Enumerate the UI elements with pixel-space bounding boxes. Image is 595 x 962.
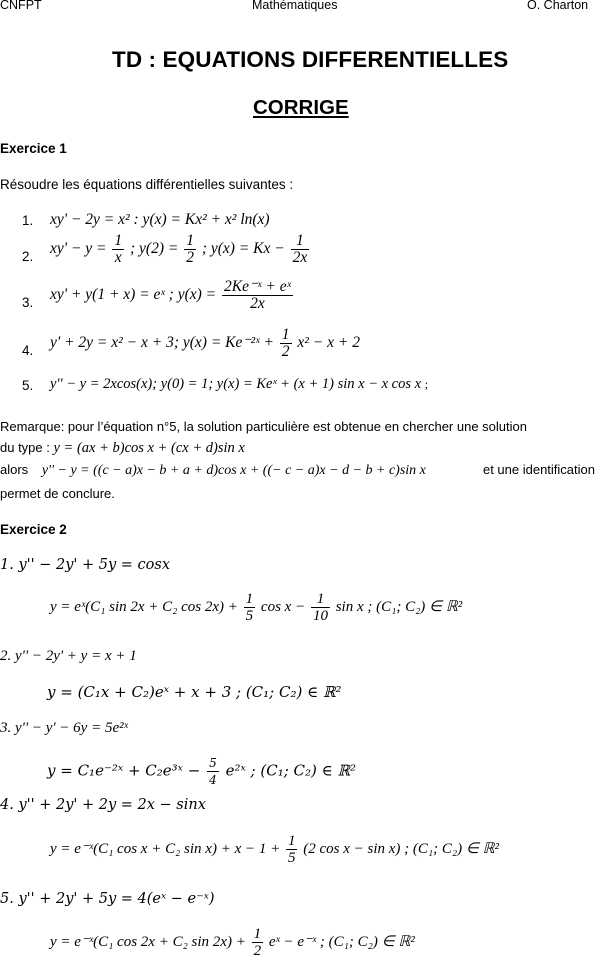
header-right: O. Charton [527,0,589,12]
ex1-item-3-number: 3. [22,295,34,310]
ex2-answer-5: y = e⁻ˣ(C₁ cos 2x + C₂ sin 2x) + $\frac{1}{2}$ eˣ − e⁻ˣ ; (C₁; C₂) ∈ ℝ² [50,926,415,959]
remark-line-4: permet de conclure. [0,486,115,501]
ex2-question-4: 4. y'' + 2y' + 2y = 2x − sinx [0,797,206,813]
page-title: TD : EQUATIONS DIFFERENTIELLES [112,47,509,72]
header-center: Mathématiques [252,0,338,12]
remark-line-3: alors y'' − y = ((c − a)x − b + a + d)cos x + ((− c − a)x − d − b + c)sin x et une identification [0,462,595,478]
ex1-item-3-equation: xy' + y(1 + x) = eˣ ; y(x) = $\frac{\text{2Ke⁻ˣ + eˣ}}{2x}$ [50,278,291,312]
ex2-answer-2: y = (C₁x + C₂)eˣ + x + 3 ; (C₁; C₂) ∈ ℝ² [47,683,342,701]
ex1-item-5-number: 5. [22,378,34,393]
remark-line-2: du type : y = (ax + b)cos x + (cx + d)sin x [0,440,245,456]
ex2-answer-3: y = C₁e⁻²ˣ + C₂e³ˣ − $\frac{5}{4}$ e²ˣ ; (C₁; C₂) ∈ ℝ² [47,756,356,787]
ex2-question-3: 3. y'' − y' − 6y = 5e²ˣ [0,720,128,736]
ex1-item-5-equation: y'' − y = 2xcos(x); y(0) = 1; y(x) = Keˣ + (x + 1) sin x − x cos x ; [50,376,429,392]
ex1-item-1-number: 1. [22,213,34,228]
ex2-question-2: 2. y'' − 2y' + y = x + 1 [0,648,137,664]
header-left: CNFPT [0,0,42,12]
exercise-2-heading: Exercice 2 [0,522,67,537]
ex2-question-1: 1. y'' − 2y' + 5y = cosx [0,557,170,573]
ex1-item-1-equation: xy' − 2y = x² : y(x) = Kx² + x² ln(x) [50,211,270,228]
ex2-answer-4: y = e⁻ˣ(C₁ cos x + C₂ sin x) + x − 1 + $\frac{1}{5}$ (2 cos x − sin x) ; (C₁; C₂) ∈ ℝ² [50,833,500,866]
ex2-answer-1: y = eˣ(C₁ sin 2x + C₂ cos 2x) + $\frac{1}{5}$ cos x − $\frac{1}{10}$ sin x ; (C₁; C₂) ∈ ℝ² [50,591,463,624]
ex1-item-2-equation: xy' − y = $\frac{1}{x}$ ; y(2) = $\frac{1}{2}$ ; y(x) = Kx − $\frac{1}{2x}$ [50,232,308,266]
ex1-item-4-number: 4. [22,343,34,358]
exercise-1-heading: Exercice 1 [0,141,67,156]
ex2-question-5: 5. y'' + 2y' + 5y = 4(eˣ − e⁻ˣ) [0,891,215,907]
ex1-item-2-number: 2. [22,249,34,264]
page-subtitle: CORRIGE [253,96,349,119]
remark-line-1: Remarque: pour l’équation n°5, la solution particulière est obtenue en chercher une solution [0,419,527,434]
exercise-1-intro: Résoudre les équations différentielles suivantes : [0,177,294,192]
ex1-item-4-equation: y' + 2y = x² − x + 3; y(x) = Ke⁻²ˣ + $\frac{1}{2}$ x² − x + 2 [50,326,360,360]
